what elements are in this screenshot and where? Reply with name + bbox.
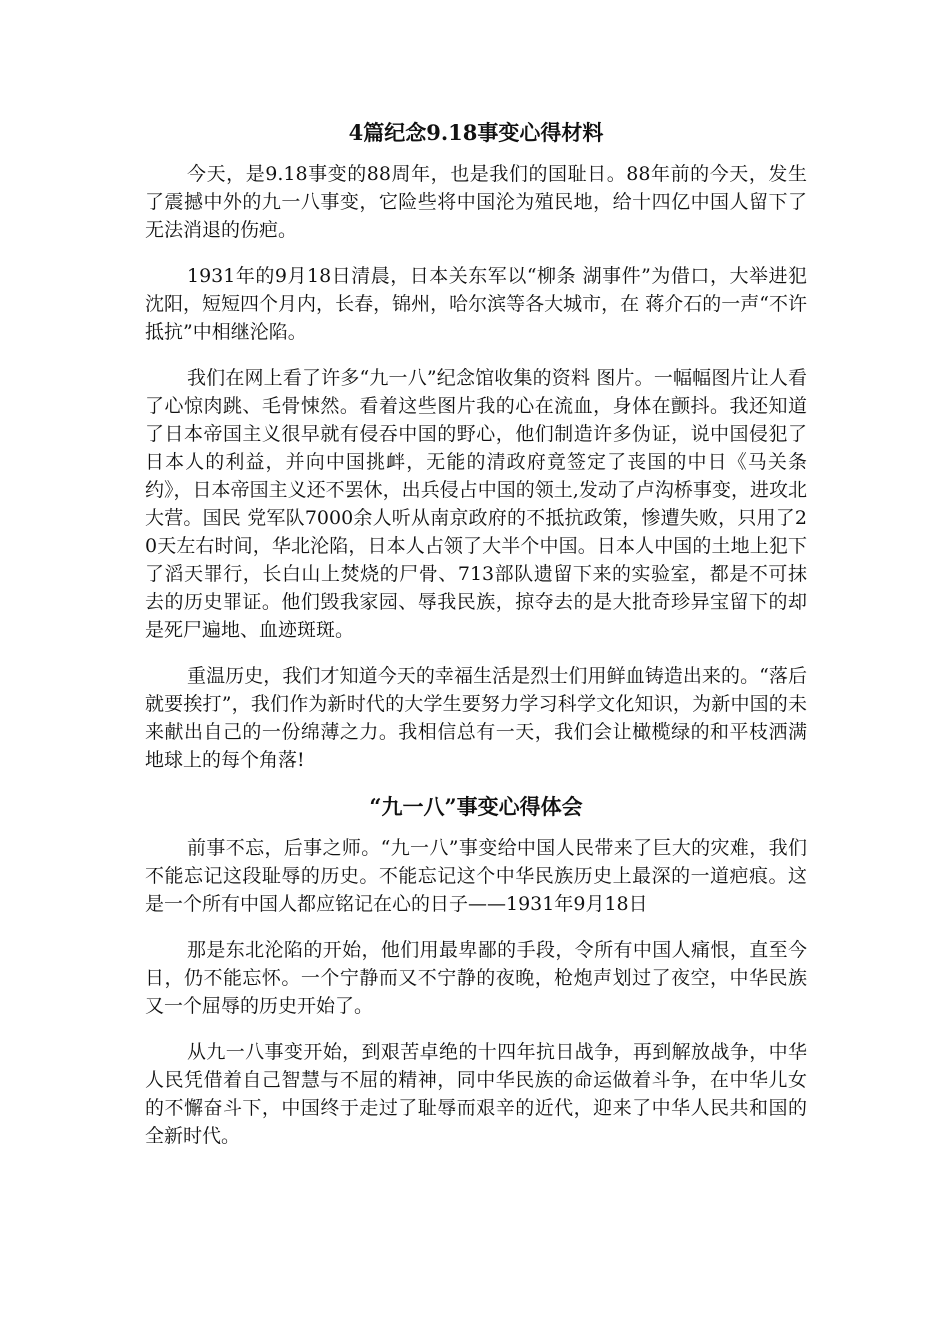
paragraph-northeast-fall: 那是东北沦陷的开始，他们用最卑鄙的手段，令所有中国人痛恨，直至今日，仍不能忘怀。一个宁静而又不宁静的夜晚，枪炮声划过了夜空，中华民族又一个屈辱的历史开始了。 [145,939,807,1017]
paragraph-1931-invasion: 1931年的9月18日清晨，日本关东军以“柳条 湖事件”为借口，大举进犯沈阳，短短四个月内，长春，锦州，哈尔滨等各大城市，在 蒋介石的一声“不许抵抗”中相继沦陷。 [145,265,807,343]
paragraph-anniversary: 今天，是9.18事变的88周年，也是我们的国耻日。88年前的今天，发生了震撼中外的九一八事变，它险些将中国沦为殖民地，给十四亿中国人留下了无法消退的伤疤。 [145,163,807,241]
document-title: 4篇纪念9.18事变心得材料 [348,120,604,145]
section-heading: “九一八”事变心得体会 [369,794,583,819]
paragraph-new-era: 从九一八事变开始，到艰苦卓绝的十四年抗日战争，再到解放战争，中华人民凭借着自己智慧与不屈的精神，同中华民族的命运做着斗争，在中华儿女的不懈奋斗下，中国终于走过了耻辱而艰辛的近代，迎来了中华人民共和国的全新时代。 [145,1041,807,1147]
paragraph-reflection: 重温历史，我们才知道今天的幸福生活是烈士们用鲜血铸造出来的。“落后就要挨打”，我们作为新时代的大学生要努力学习科学文化知识，为新中国的未来献出自己的一份绵薄之力。我相信总有一天，我们会让橄榄绿的和平枝洒满地球上的每个角落! [145,665,807,771]
paragraph-never-forget: 前事不忘，后事之师。“九一八”事变给中国人民带来了巨大的灾难，我们不能忘记这段耻辱的历史。不能忘记这个中华民族历史上最深的一道疤痕。这是一个所有中国人都应铭记在心的日子——1931年9月18日 [145,837,807,915]
document-page [145,118,807,1168]
paragraph-memorial-pictures: 我们在网上看了许多“九一八”纪念馆收集的资料 图片。一幅幅图片让人看了心惊肉跳、毛骨悚然。看着这些图片我的心在流血，身体在颤抖。我还知道了日本帝国主义很早就有侵吞中国的野心，他们制造许多伪证，说中国侵犯了日本人的利益，并向中国挑衅，无能的清政府竟签定了丧国的中日《马关条约》，日本帝国主义还不罢休，出兵侵占中国的领土,发动了卢沟桥事变，进攻北大营。国民 党军队7000余人听从南京政府的不抵抗政策，惨遭失败，只用了20天左右时间，华北沦陷，日本人占领了大半个中国。日本人中国的土地上犯下了滔天罪行，长白山上焚烧的尸骨、713部队遗留下来的实验室，都是不可抹去的历史罪证。他们毁我家园、辱我民族，掠夺去的是大批奇珍异宝留下的却是死尸遍地、血迹斑斑。 [145,367,807,641]
